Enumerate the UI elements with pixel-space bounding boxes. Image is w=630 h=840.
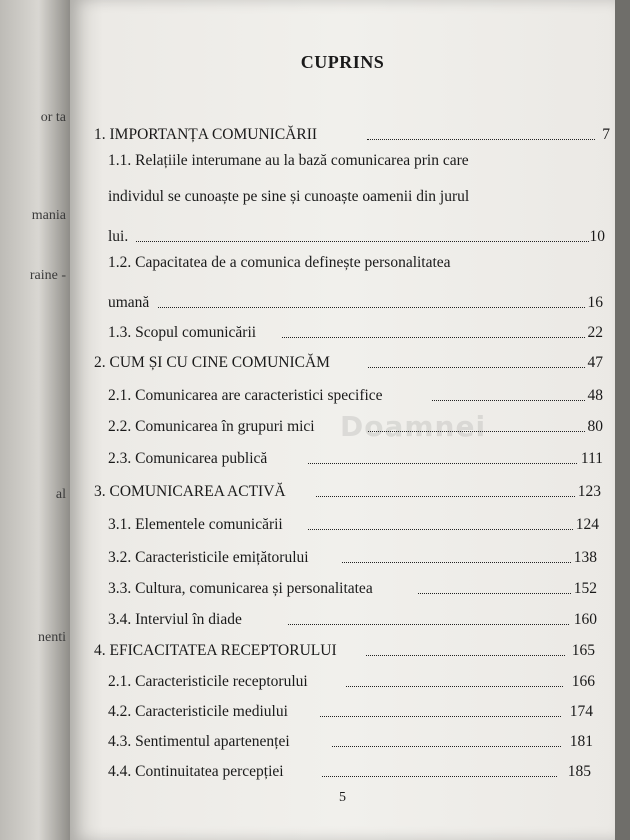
left-page-fragment: al bbox=[55, 487, 66, 502]
dot-leader bbox=[346, 686, 563, 687]
dot-leader bbox=[368, 431, 585, 432]
dot-leader bbox=[288, 624, 569, 625]
dot-leader bbox=[320, 716, 561, 717]
toc-entry-title: 2. CUM ȘI CU CINE COMUNICĂM bbox=[94, 354, 330, 371]
left-page-fragment: mania bbox=[31, 208, 66, 223]
background-edge bbox=[615, 0, 630, 840]
toc-entry bbox=[70, 574, 615, 598]
dot-leader bbox=[367, 139, 595, 140]
toc-entry-title: 1.2. Capacitatea de a comunica definește personalitatea bbox=[108, 254, 451, 271]
dot-leader bbox=[282, 337, 585, 338]
toc-entry-title: 3.3. Cultura, comunicarea și personalitatea bbox=[108, 580, 373, 597]
toc-entry-page: 160 bbox=[573, 611, 597, 628]
dot-leader bbox=[366, 655, 565, 656]
toc-entry-page: 16 bbox=[587, 294, 603, 311]
page-number: 5 bbox=[339, 790, 346, 805]
toc-entry bbox=[70, 757, 615, 781]
toc-entry-page: 10 bbox=[589, 228, 605, 245]
toc-title: CUPRINS bbox=[300, 52, 385, 72]
toc-entry bbox=[70, 318, 615, 342]
toc-entry-title: 3.2. Caracteristicile emițătorului bbox=[108, 549, 309, 566]
book-page bbox=[70, 0, 615, 840]
toc-entry-title: 4.3. Sentimentul apartenenței bbox=[108, 733, 290, 750]
toc-entry-title: 2.3. Comunicarea publică bbox=[108, 450, 268, 467]
toc-entry-page: 47 bbox=[587, 354, 603, 371]
toc-entry-title: lui. bbox=[108, 228, 129, 245]
toc-entry bbox=[70, 543, 615, 567]
toc-entry bbox=[70, 510, 615, 534]
toc-entry-page: 174 bbox=[569, 703, 593, 720]
toc-entry-title: 2.1. Caracteristicile receptorului bbox=[108, 673, 308, 690]
toc-entry-title: 2.2. Comunicarea în grupuri mici bbox=[108, 418, 315, 435]
toc-entry-page: 124 bbox=[575, 516, 599, 533]
left-page-fragment: raine - bbox=[29, 268, 66, 283]
toc-entry-page: 7 bbox=[602, 126, 610, 143]
toc-entry-page: 181 bbox=[569, 733, 593, 750]
dot-leader bbox=[316, 496, 575, 497]
toc-entry bbox=[70, 381, 615, 405]
dot-leader bbox=[136, 241, 589, 242]
left-page-fragment: or ta bbox=[40, 110, 66, 125]
toc-entry bbox=[70, 348, 615, 372]
toc-entry bbox=[70, 605, 615, 629]
toc-entry-title: umană bbox=[108, 294, 150, 311]
toc-entry-title: 2.1. Comunicarea are caracteristici specifice bbox=[108, 387, 383, 404]
toc-entry-page: 185 bbox=[567, 763, 591, 780]
dot-leader bbox=[308, 463, 577, 464]
toc-entry-page: 123 bbox=[577, 483, 601, 500]
dot-leader bbox=[308, 529, 573, 530]
toc-entry-title: 4.4. Continuitatea percepției bbox=[108, 763, 284, 780]
toc-entry-title: 4.2. Caracteristicile mediului bbox=[108, 703, 288, 720]
dot-leader bbox=[322, 776, 557, 777]
toc-entry-title: 3.1. Elementele comunicării bbox=[108, 516, 283, 533]
left-page-fragment: nenti bbox=[38, 630, 66, 645]
toc-entry-page: 22 bbox=[587, 324, 603, 341]
dot-leader bbox=[368, 367, 585, 368]
toc-entry bbox=[70, 412, 615, 436]
toc-entry-page: 111 bbox=[580, 450, 603, 467]
toc-entry bbox=[70, 697, 615, 721]
toc-entry-title: 1.3. Scopul comunicării bbox=[108, 324, 257, 341]
toc-entry-page: 166 bbox=[571, 673, 595, 690]
dot-leader bbox=[332, 746, 561, 747]
toc-entry-title: 1.1. Relațiile interumane au la bază comunicarea prin care bbox=[108, 152, 469, 169]
left-page bbox=[0, 0, 70, 840]
dot-leader bbox=[432, 400, 585, 401]
toc-entry bbox=[70, 444, 615, 468]
toc-entry-title: 1. IMPORTANȚA COMUNICĂRII bbox=[94, 126, 318, 143]
dot-leader bbox=[418, 593, 571, 594]
toc-entry bbox=[70, 222, 615, 246]
toc-entry-title: 4. EFICACITATEA RECEPTORULUI bbox=[94, 642, 337, 659]
watermark: Doamnei bbox=[340, 410, 487, 443]
toc-entry bbox=[70, 727, 615, 751]
toc-entry-title: individul se cunoaște pe sine și cunoaște oamenii din jurul bbox=[108, 188, 470, 205]
toc-entry-title: 3.4. Interviul în diade bbox=[108, 611, 242, 628]
toc-entry bbox=[70, 120, 615, 144]
toc-entry-page: 152 bbox=[573, 580, 597, 597]
toc-entry bbox=[70, 288, 615, 312]
toc-entry-page: 138 bbox=[573, 549, 597, 566]
dot-leader bbox=[158, 307, 585, 308]
toc-entry-page: 80 bbox=[587, 418, 603, 435]
toc-entry-title: 3. COMUNICAREA ACTIVĂ bbox=[94, 483, 286, 500]
toc-entry bbox=[70, 477, 615, 501]
toc-entry bbox=[70, 636, 615, 660]
toc-entry-page: 165 bbox=[571, 642, 595, 659]
dot-leader bbox=[342, 562, 571, 563]
toc-entry-page: 48 bbox=[587, 387, 603, 404]
toc-entry bbox=[70, 667, 615, 691]
